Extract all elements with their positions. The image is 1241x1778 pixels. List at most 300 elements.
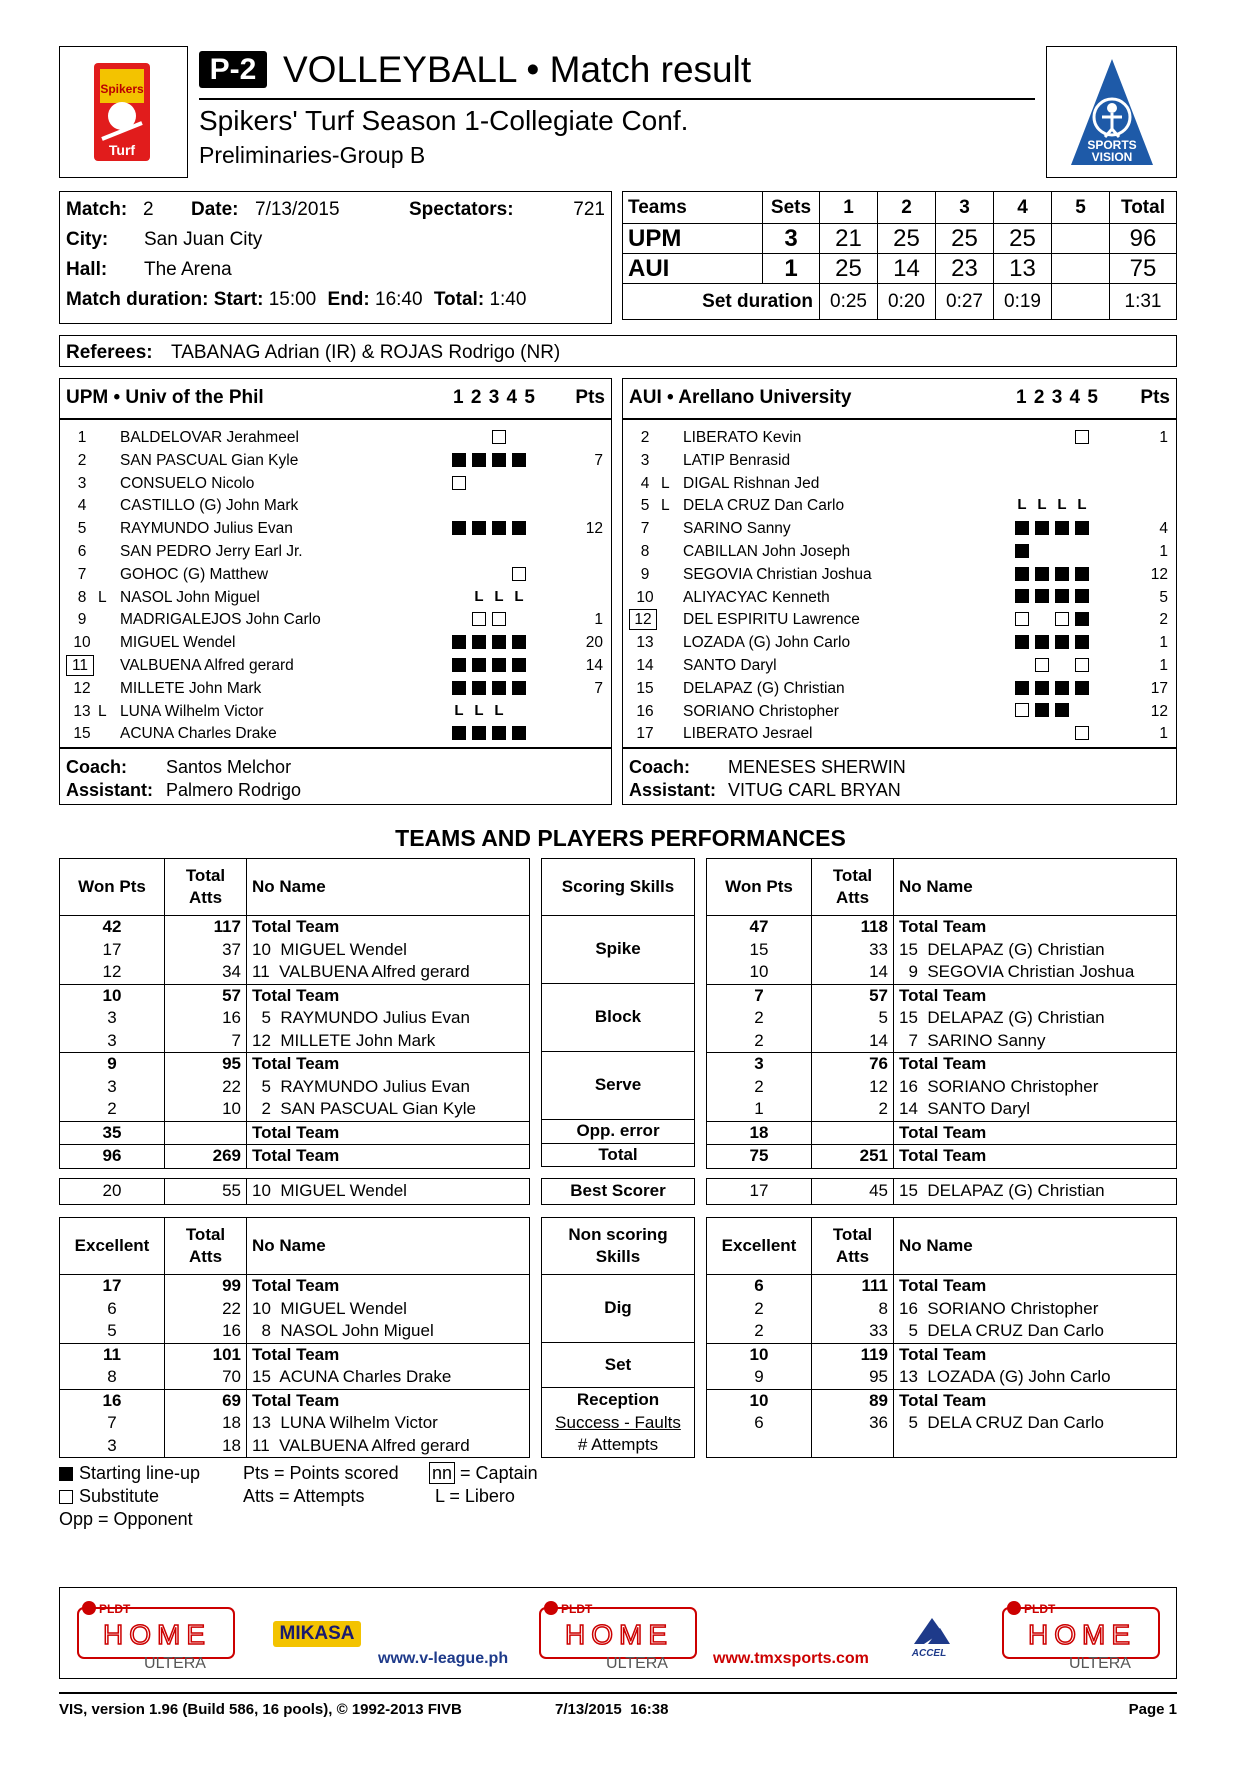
- player-entry: Total Team: [899, 1344, 987, 1364]
- libero-set-marker: L: [454, 701, 464, 719]
- accel-logo: [894, 1614, 964, 1658]
- player-row: [623, 654, 1176, 677]
- starting-square-icon: [452, 658, 466, 672]
- value: 17: [102, 939, 122, 959]
- value: 2: [754, 1298, 764, 1318]
- substitute-square-icon: [492, 612, 506, 626]
- player-name: SORIANO Christopher: [683, 702, 839, 720]
- empty-set-cell: [472, 430, 486, 444]
- value: 10: [749, 962, 769, 981]
- player-sets: [1015, 724, 1095, 742]
- svg-text:Spikers: Spikers: [100, 82, 144, 96]
- player-name: ALIYACYAC Kenneth: [683, 588, 830, 606]
- player-row: [623, 517, 1176, 540]
- player-name: BALDELOVAR Jerahmeel: [120, 429, 299, 446]
- referees-label: Referees:: [66, 342, 153, 363]
- referees-box: [59, 335, 1177, 367]
- empty-set-cell: [512, 430, 526, 444]
- match-duration: [66, 289, 526, 311]
- legend-opp: Opp = Opponent: [59, 1509, 193, 1529]
- starting-square-icon: [452, 521, 466, 535]
- empty-set-cell: [1075, 703, 1089, 717]
- skill-dig: Dig: [542, 1275, 695, 1343]
- player-number: 5: [77, 520, 87, 538]
- score-sets: 3: [763, 224, 820, 254]
- starting-square-icon: [1035, 589, 1049, 603]
- atts-cell: 269: [165, 1145, 247, 1169]
- set-duration-row: [623, 284, 1177, 320]
- value: 7: [107, 1413, 117, 1432]
- match-info-box: [59, 191, 612, 324]
- player-name: MILLETE John Mark: [120, 679, 262, 697]
- player-entry: Total Team: [899, 1276, 987, 1295]
- player-points: 1: [594, 611, 603, 629]
- won-pts-cell: [707, 984, 812, 1053]
- team-a-players: [60, 426, 611, 745]
- player-entry: 15 ACUNA Charles Drake: [252, 1367, 452, 1386]
- player-points: 1: [1159, 634, 1168, 652]
- player-name: ACUNA Charles Drake: [120, 725, 277, 743]
- best-scorer-b: [706, 1178, 1177, 1205]
- value: 3: [107, 1008, 117, 1027]
- pldt-text: PLDT: [99, 1602, 131, 1616]
- svg-text:Turf: Turf: [108, 142, 136, 158]
- end-label: End:: [327, 289, 370, 310]
- value: 15: [749, 939, 769, 959]
- value: 36: [869, 1413, 888, 1432]
- player-number: 5: [640, 497, 650, 515]
- player-number: 4: [640, 474, 650, 492]
- match-number: 2: [143, 199, 154, 220]
- vleague-url: www.v-league.ph: [378, 1650, 509, 1667]
- substitute-square-icon: [472, 612, 486, 626]
- atts-cell: [165, 984, 247, 1053]
- libero-set-marker: L: [1057, 496, 1067, 514]
- col-no-name: No Name: [894, 1218, 1177, 1275]
- starting-square-icon: [492, 658, 506, 672]
- value: 10: [749, 1390, 769, 1410]
- value: 12: [869, 1076, 888, 1096]
- player-entry: Total Team: [252, 1276, 340, 1295]
- pldt-text: PLDT: [561, 1602, 593, 1616]
- substitute-square-icon: [1075, 430, 1089, 444]
- player-points: 5: [1159, 588, 1168, 606]
- player-row: [623, 563, 1176, 586]
- atts-cell: [812, 1389, 894, 1457]
- player-row: [60, 449, 611, 472]
- empty-set-cell: [1035, 476, 1049, 490]
- player-row: [60, 586, 611, 609]
- player-entry: Total Team: [899, 985, 987, 1005]
- player-number: 15: [636, 679, 654, 697]
- starting-square-icon: [1015, 635, 1029, 649]
- scoring-rows-b: [707, 916, 1177, 1169]
- col-total-atts: Total Atts: [812, 859, 894, 916]
- player-row: [60, 700, 611, 723]
- starting-square-icon: [492, 521, 506, 535]
- value: 33: [869, 939, 888, 959]
- score-set: 25: [936, 224, 994, 254]
- player-entry: 16 SORIANO Christopher: [899, 1298, 1099, 1318]
- nonscoring-skills-table: [541, 1217, 695, 1458]
- legend-starting: [59, 1463, 200, 1484]
- atts-cell: [165, 1121, 247, 1145]
- player-sets: [452, 610, 532, 628]
- player-entry: Total Team: [252, 1390, 340, 1410]
- substitute-square-icon: [492, 430, 506, 444]
- set-duration: 0:27: [936, 284, 994, 320]
- city-value: San Juan City: [144, 229, 263, 250]
- player-number: 6: [77, 542, 87, 560]
- col-total-atts: Total Atts: [165, 859, 247, 916]
- document-title: VOLLEYBALL • Match result: [283, 49, 752, 90]
- atts-cell: [165, 1275, 247, 1344]
- value: 101: [212, 1344, 241, 1364]
- empty-set-cell: [472, 498, 486, 512]
- phase-name: Preliminaries-Group B: [199, 142, 426, 168]
- player-entry: 15 DELAPAZ (G) Christian: [899, 1008, 1105, 1027]
- scoring-table-b: [706, 858, 1177, 1169]
- player-sets: [1015, 633, 1095, 651]
- skill-set: Set: [542, 1343, 695, 1388]
- substitute-square-icon: [1055, 612, 1069, 626]
- home-text: HOME: [103, 1619, 211, 1650]
- player-name: DELA CRUZ Dan Carlo: [683, 497, 845, 515]
- player-number: 2: [77, 451, 87, 469]
- skill-best-scorer: Best Scorer: [542, 1179, 695, 1205]
- atts-cell: [165, 1389, 247, 1458]
- starting-square-icon: [452, 453, 466, 467]
- score-set: [1052, 224, 1110, 254]
- skill-serve: Serve: [542, 1052, 695, 1120]
- value: 10: [749, 1344, 769, 1364]
- player-sets: [452, 519, 532, 537]
- empty-set-cell: [1075, 476, 1089, 490]
- home-text: HOME: [1028, 1619, 1136, 1650]
- svg-text:VISION: VISION: [1091, 150, 1133, 164]
- starting-square-icon: [1055, 567, 1069, 581]
- player-number: 3: [77, 474, 87, 492]
- player-row: [60, 494, 611, 517]
- substitute-square-icon: [1035, 658, 1049, 672]
- player-name: LIBERATO Kevin: [683, 429, 802, 446]
- player-number: 2: [640, 429, 650, 446]
- player-sets: [452, 474, 532, 492]
- value: 10: [222, 1099, 241, 1118]
- skill-group-row: [60, 1275, 530, 1344]
- player-name: VALBUENA Alfred gerard: [120, 656, 294, 674]
- player-name: DIGAL Rishnan Jed: [683, 474, 820, 492]
- player-name: MADRIGALEJOS John Carlo: [120, 611, 321, 629]
- starting-square-icon: [472, 635, 486, 649]
- reception-sub1: Success - Faults: [555, 1412, 681, 1432]
- empty-set-cell: [1075, 453, 1089, 467]
- substitute-square-icon: [512, 567, 526, 581]
- score-set: 25: [878, 224, 936, 254]
- player-entry: 13 LUNA Wilhelm Victor: [252, 1413, 438, 1432]
- player-points: 1: [1159, 656, 1168, 674]
- player-row: [60, 472, 611, 495]
- col-excellent: Excellent: [60, 1218, 165, 1275]
- score-set: 23: [936, 254, 994, 284]
- empty-set-cell: [1015, 430, 1029, 444]
- col-excellent: Excellent: [707, 1218, 812, 1275]
- won-pts-cell: [60, 984, 165, 1053]
- nonscoring-table-a: [59, 1217, 530, 1458]
- player-name: SANTO Daryl: [683, 656, 777, 674]
- value: 8: [107, 1367, 117, 1386]
- player-entry: 9 SEGOVIA Christian Joshua: [899, 962, 1135, 981]
- player-name: CONSUELO Nicolo: [120, 474, 255, 492]
- city-label: City:: [66, 229, 109, 250]
- score-header-set4: 4: [994, 192, 1052, 224]
- player-points: 14: [585, 656, 603, 674]
- won-pts-cell: [707, 1275, 812, 1344]
- starting-square-icon: [1075, 681, 1089, 695]
- empty-set-cell: [1055, 658, 1069, 672]
- player-name: SAN PEDRO Jerry Earl Jr.: [120, 542, 303, 560]
- ultera-text: ULTERA: [144, 1655, 206, 1670]
- value: 16: [222, 1008, 241, 1027]
- empty-set-cell: [512, 612, 526, 626]
- team-a-coach: Santos Melchor: [166, 757, 292, 777]
- player-entry: 5 DELA CRUZ Dan Carlo: [899, 1413, 1105, 1432]
- name-cell: Total Team: [894, 1145, 1177, 1169]
- player-entry: 5 DELA CRUZ Dan Carlo: [899, 1321, 1105, 1340]
- best-scorer-a: [59, 1178, 530, 1205]
- starting-square-icon: [472, 726, 486, 740]
- score-total: 75: [1110, 254, 1177, 284]
- set-duration: [1052, 284, 1110, 320]
- empty-set-cell: [1035, 612, 1049, 626]
- player-entry: Total Team: [252, 1344, 340, 1364]
- won-pts-cell: [60, 1343, 165, 1389]
- value: 3: [754, 1054, 764, 1073]
- skill-reception: [542, 1388, 695, 1458]
- player-row: [623, 700, 1176, 723]
- skill-total-row: [60, 1121, 530, 1145]
- value: 5: [107, 1321, 117, 1340]
- starting-square-icon: [1055, 681, 1069, 695]
- atts-cell: [812, 1343, 894, 1389]
- skill-group-row: [60, 1343, 530, 1389]
- empty-set-cell: [472, 544, 486, 558]
- starting-square-icon: [512, 658, 526, 672]
- score-sets: 1: [763, 254, 820, 284]
- header-right-logo-box: [1046, 46, 1177, 178]
- score-set: 21: [820, 224, 878, 254]
- player-points: 12: [585, 520, 603, 538]
- team-b-assistant: VITUG CARL BRYAN: [728, 780, 901, 800]
- team-b-coach: MENESES SHERWIN: [728, 757, 906, 777]
- value: 3: [107, 1435, 117, 1455]
- atts-cell: [812, 984, 894, 1053]
- team-a-divider: [60, 418, 611, 420]
- start-time: 15:00: [268, 289, 317, 310]
- competition-name: Spikers' Turf Season 1-Collegiate Conf.: [199, 105, 689, 136]
- starting-square-icon: [452, 635, 466, 649]
- empty-set-cell: [1055, 453, 1069, 467]
- player-sets: [1015, 428, 1095, 446]
- title-rule: [199, 98, 1035, 100]
- team-b-players: [623, 426, 1176, 745]
- won-pts-cell: [60, 916, 165, 985]
- substitute-square-icon: [1075, 658, 1089, 672]
- value: 16: [102, 1390, 122, 1410]
- total-time: 1:40: [489, 289, 527, 310]
- team-a-sets-header: 1 2 3 4 5: [453, 387, 535, 408]
- player-sets: [452, 633, 532, 651]
- player-row: [623, 722, 1176, 745]
- starting-square-icon: [512, 453, 526, 467]
- starting-square-icon: [59, 1467, 73, 1481]
- pldt-home-logo-3: [1000, 1596, 1165, 1670]
- col-no-name: No Name: [894, 859, 1177, 916]
- skill-block: Block: [542, 984, 695, 1052]
- value: 89: [869, 1390, 888, 1410]
- svg-text:SPORTS: SPORTS: [1087, 138, 1137, 152]
- libero-marker: L: [98, 702, 107, 720]
- skill-opp-error: Opp. error: [542, 1120, 695, 1144]
- value: 76: [869, 1054, 888, 1073]
- player-entry: 2 SAN PASCUAL Gian Kyle: [252, 1099, 476, 1118]
- player-row: [60, 608, 611, 631]
- substitute-square-icon: [1015, 703, 1029, 717]
- starting-square-icon: [472, 521, 486, 535]
- libero-set-marker: L: [474, 587, 484, 605]
- player-sets: [452, 451, 532, 469]
- value: 14: [869, 962, 888, 981]
- referees-value: TABANAG Adrian (IR) & ROJAS Rodrigo (NR): [171, 342, 561, 363]
- won-pts-cell: 18: [707, 1121, 812, 1145]
- player-row: [60, 563, 611, 586]
- mikasa-logo: MIKASA: [273, 1621, 361, 1647]
- player-points: 2: [1159, 611, 1168, 629]
- value: 37: [222, 939, 241, 959]
- libero-marker: L: [661, 497, 670, 515]
- player-number: 13: [73, 702, 91, 720]
- won-pts-cell: 96: [60, 1145, 165, 1169]
- value: 10: [102, 985, 122, 1005]
- legend-atts: Atts = Attempts: [243, 1486, 365, 1506]
- player-entry: 11 VALBUENA Alfred gerard: [252, 962, 470, 981]
- player-sets: [452, 656, 532, 674]
- start-label: Start:: [213, 289, 264, 310]
- name-cell: [894, 916, 1177, 985]
- player-number: 10: [73, 634, 91, 652]
- value: 47: [749, 917, 769, 936]
- value: 16: [222, 1321, 241, 1340]
- player-number: 4: [77, 497, 87, 515]
- player-entry: 10 MIGUEL Wendel: [252, 1298, 407, 1318]
- player-sets: [452, 724, 532, 742]
- player-points: 20: [585, 634, 603, 652]
- ultera-text: ULTERA: [1069, 1655, 1131, 1670]
- player-number: 8: [640, 542, 650, 560]
- value: 95: [222, 1054, 241, 1073]
- starting-square-icon: [512, 681, 526, 695]
- player-number: 9: [640, 565, 650, 583]
- team-a-title: UPM • Univ of the Phil: [66, 387, 264, 408]
- captain-box: nn: [429, 1462, 455, 1484]
- value: 57: [222, 985, 241, 1005]
- empty-set-cell: [512, 703, 526, 717]
- value: 99: [222, 1276, 241, 1295]
- best-scorer-label-table: [541, 1178, 695, 1205]
- hall-label: Hall:: [66, 259, 108, 280]
- empty-set-cell: [1055, 726, 1069, 740]
- empty-set-cell: [472, 476, 486, 490]
- empty-set-cell: [1015, 453, 1029, 467]
- player-row: [623, 540, 1176, 563]
- player-points: 1: [1159, 429, 1168, 446]
- score-row-aui: [623, 254, 1177, 284]
- spikers-turf-logo: [88, 61, 156, 165]
- score-header-sets: Sets: [763, 192, 820, 224]
- starting-square-icon: [1015, 589, 1029, 603]
- score-header-total: Total: [1110, 192, 1177, 224]
- player-row: [623, 586, 1176, 609]
- player-entry: 12 MILLETE John Mark: [252, 1030, 436, 1050]
- player-number: 12: [73, 679, 91, 697]
- player-row: [60, 722, 611, 745]
- best-pts: 17: [707, 1179, 812, 1205]
- empty-set-cell: [452, 430, 466, 444]
- empty-set-cell: [492, 476, 506, 490]
- starting-square-icon: [512, 726, 526, 740]
- value: 9: [754, 1367, 764, 1386]
- substitute-square-icon: [452, 476, 466, 490]
- value: 34: [222, 962, 241, 981]
- value: 9: [107, 1054, 117, 1073]
- scoring-table-a: [59, 858, 530, 1169]
- skill-group-row: [707, 1343, 1177, 1389]
- set-duration: 0:20: [878, 284, 936, 320]
- won-pts-cell: [60, 1053, 165, 1122]
- value: 22: [222, 1076, 241, 1096]
- nonscoring-rows-a: [60, 1275, 530, 1458]
- player-number: 13: [636, 634, 654, 652]
- skill-spike: Spike: [542, 916, 695, 984]
- player-sets: [1015, 656, 1095, 674]
- skill-group-row: [60, 1389, 530, 1458]
- col-no-name: No Name: [247, 859, 530, 916]
- player-points: 12: [1150, 565, 1168, 583]
- name-cell: [894, 1389, 1177, 1457]
- document-code-badge: P-2: [199, 51, 267, 88]
- team-b-assistant-label: Assistant:: [629, 780, 717, 800]
- player-row: [60, 540, 611, 563]
- starting-square-icon: [1075, 567, 1089, 581]
- empty-set-cell: [492, 498, 506, 512]
- score-team: AUI: [623, 254, 763, 284]
- player-number: 3: [640, 451, 650, 469]
- score-total: 96: [1110, 224, 1177, 254]
- player-name: MIGUEL Wendel: [120, 634, 236, 652]
- player-points: 1: [1159, 725, 1168, 743]
- total-label: Total:: [433, 289, 485, 310]
- player-sets: [452, 702, 532, 720]
- player-name: SEGOVIA Christian Joshua: [683, 565, 872, 583]
- player-row: [623, 449, 1176, 472]
- atts-cell: 251: [812, 1145, 894, 1169]
- player-row: [623, 677, 1176, 700]
- player-name: DELAPAZ (G) Christian: [683, 679, 845, 697]
- col-total-atts: Total Atts: [812, 1218, 894, 1275]
- value: 95: [869, 1367, 888, 1386]
- atts-cell: [812, 1275, 894, 1344]
- ultera-text: ULTERA: [606, 1655, 668, 1670]
